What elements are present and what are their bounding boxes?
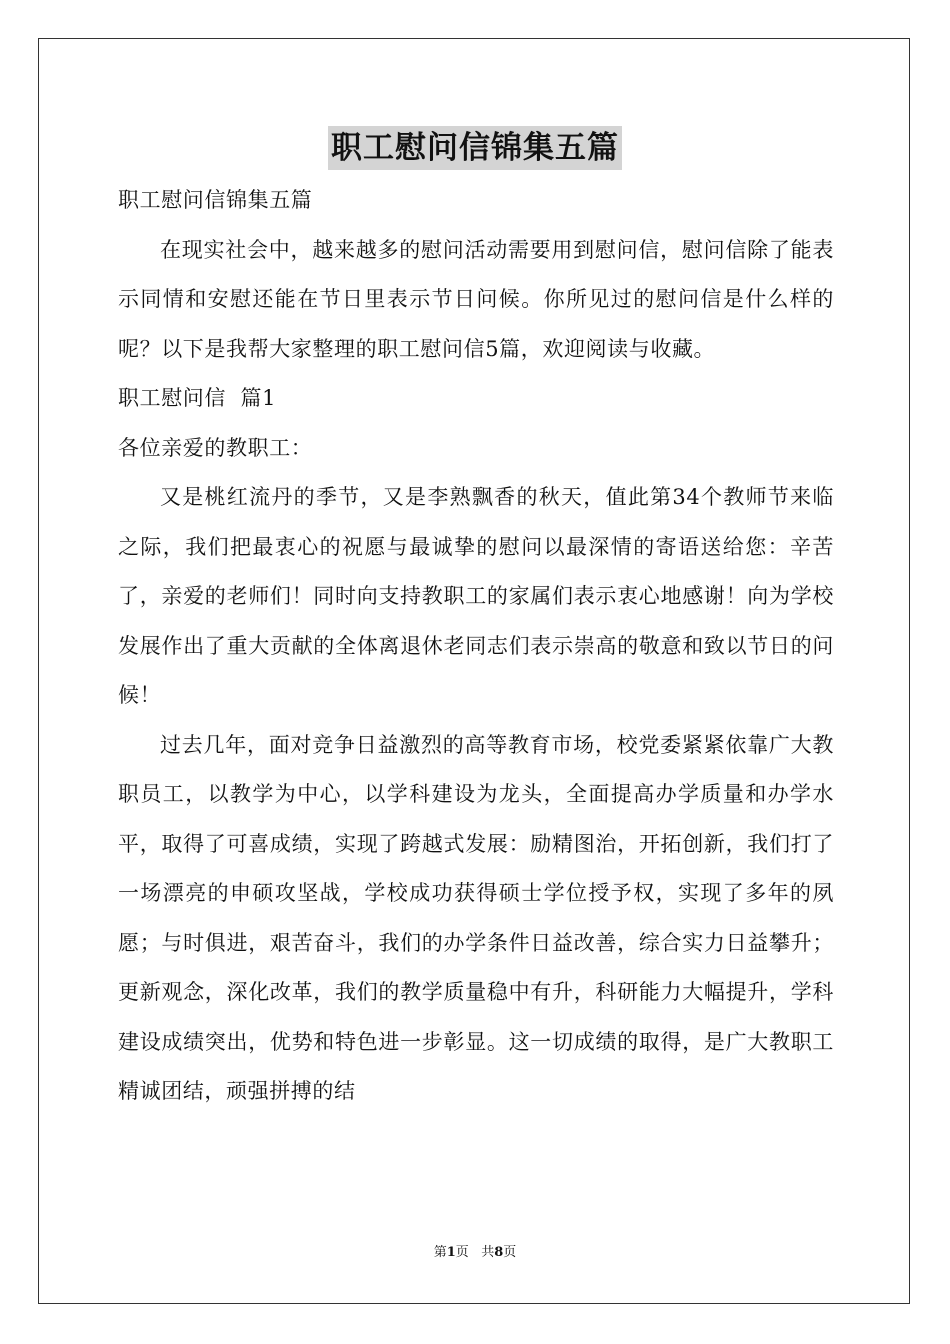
page-suffix: 页 bbox=[455, 1245, 469, 1260]
intro-paragraph: 在现实社会中，越来越多的慰问活动需要用到慰问信，慰问信除了能表示同情和安慰还能在节日里表示节日问候。你所见过的慰问信是什么样的呢？以下是我帮大家整理的职工慰问信5篇，欢迎阅读与收藏。 bbox=[118, 237, 834, 361]
document-body bbox=[118, 176, 834, 1117]
total-pages: 8 bbox=[494, 1245, 504, 1260]
section-heading: 职工慰问信 篇1 bbox=[118, 386, 277, 410]
document-subtitle: 职工慰问信锦集五篇 bbox=[118, 188, 313, 212]
title-container bbox=[0, 126, 950, 170]
body-paragraph-1: 又是桃红流丹的季节，又是李熟飘香的秋天，值此第34个教师节来临之际，我们把最衷心的祝愿与最诚挚的慰问以最深情的寄语送给您：辛苦了，亲爱的老师们！同时向支持教职工的家属们表示衷心地感谢！向为学校发展作出了重大贡献的全体离退休老同志们表示崇高的敬意和致以节日的问候！ bbox=[118, 485, 834, 707]
total-prefix: 共 bbox=[481, 1245, 495, 1260]
page-prefix: 第 bbox=[433, 1245, 447, 1260]
body-paragraph-2: 过去几年，面对竞争日益激烈的高等教育市场，校党委紧紧依靠广大教职员工，以教学为中心，以学科建设为龙头，全面提高办学质量和办学水平，取得了可喜成绩，实现了跨越式发展：励精图治，开拓创新，我们打了一场漂亮的申硕攻坚战，学校成功获得硕士学位授予权，实现了多年的夙愿；与时俱进，艰苦奋斗，我们的办学条件日益改善，综合实力日益攀升；更新观念，深化改革，我们的教学质量稳中有升，科研能力大幅提升，学科建设成绩突出，优势和特色进一步彰显。这一切成绩的取得，是广大教职工精诚团结，顽强拼搏的结 bbox=[118, 732, 834, 1103]
salutation: 各位亲爱的教职工： bbox=[118, 435, 313, 460]
page-footer bbox=[0, 1244, 950, 1262]
total-suffix: 页 bbox=[503, 1245, 517, 1260]
document-title: 职工慰问信锦集五篇 bbox=[328, 126, 622, 170]
page-number: 1 bbox=[446, 1245, 456, 1260]
